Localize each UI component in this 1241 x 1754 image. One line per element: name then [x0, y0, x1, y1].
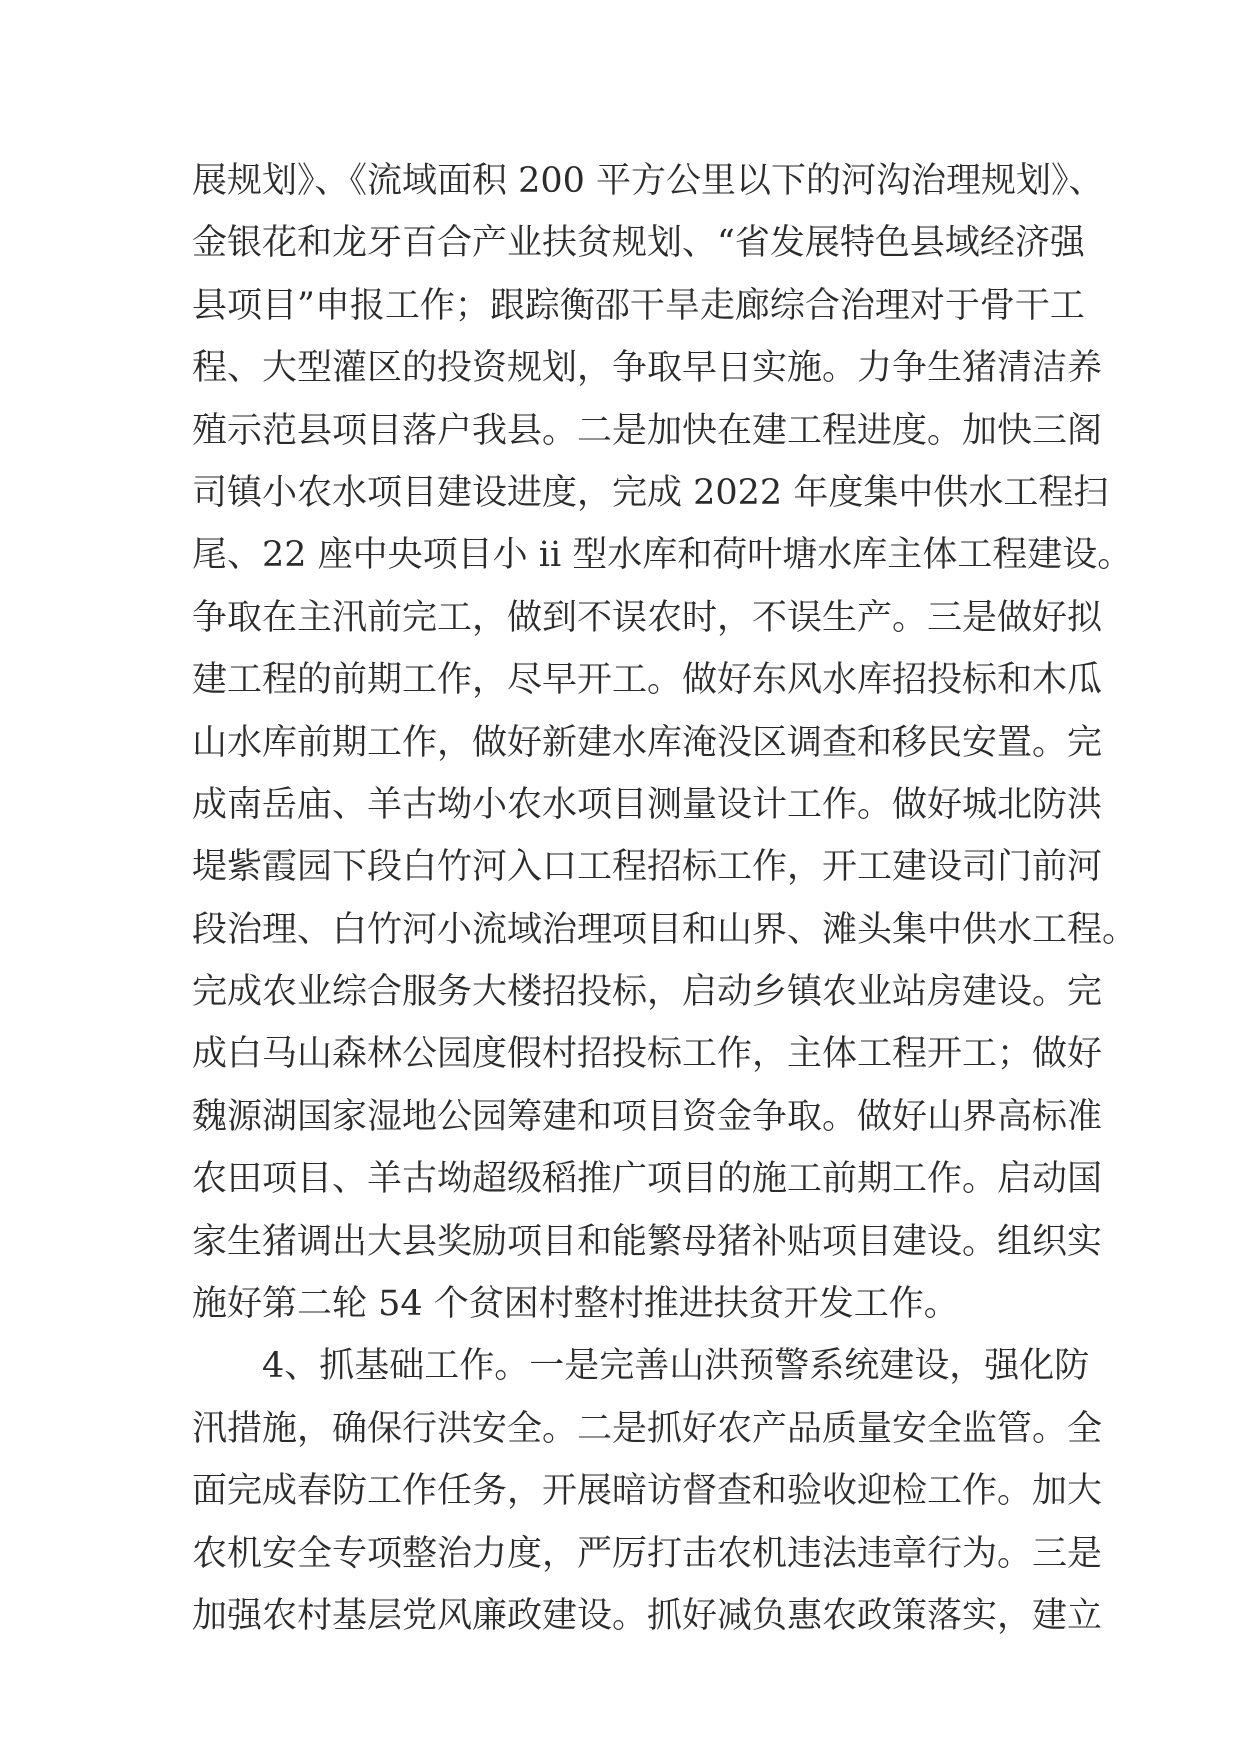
- text-line: 家生猪调出大县奖励项目和能繁母猪补贴项目建设。组织实: [192, 1221, 1103, 1262]
- text-line: 农机安全专项整治力度，严厉打击农机违法违章行为。三是: [192, 1533, 1103, 1574]
- text-line: 尾、22 座中央项目小 ii 型水库和荷叶塘水库主体工程建设。: [192, 535, 1133, 576]
- text-line: 4、抓基础工作。一是完善山洪预警系统建设，强化防: [192, 1346, 1090, 1387]
- text-line: 施好第二轮 54 个贫困村整村推进扶贫开发工作。: [192, 1284, 959, 1325]
- text-line: 汛措施，确保行洪安全。二是抓好农产品质量安全监管。全: [192, 1408, 1103, 1449]
- text-line: 殖示范县项目落户我县。二是加快在建工程进度。加快三阁: [192, 410, 1103, 451]
- text-line: 堤紫霞园下段白竹河入口工程招标工作，开工建设司门前河: [192, 847, 1103, 888]
- text-line: 段治理、白竹河小流域治理项目和山界、滩头集中供水工程。: [192, 909, 1138, 950]
- text-line: 成南岳庙、羊古坳小农水项目测量设计工作。做好城北防洪: [192, 784, 1103, 825]
- text-line: 程、大型灌区的投资规划，争取早日实施。力争生猪清洁养: [192, 348, 1103, 389]
- text-line: 山水库前期工作，做好新建水库淹没区调查和移民安置。完: [192, 722, 1103, 763]
- text-line: 成白马山森林公园度假村招投标工作，主体工程开工；做好: [192, 1034, 1103, 1075]
- text-line: 金银花和龙牙百合产业扶贫规划、“省发展特色县域经济强: [192, 223, 1085, 264]
- text-line: 司镇小农水项目建设进度，完成 2022 年度集中供水工程扫: [192, 472, 1109, 513]
- text-line: 农田项目、羊古坳超级稻推广项目的施工前期工作。启动国: [192, 1159, 1103, 1200]
- text-line: 建工程的前期工作，尽早开工。做好东风水库招投标和木瓜: [192, 660, 1103, 701]
- text-line: 完成农业综合服务大楼招投标，启动乡镇农业站房建设。完: [192, 972, 1103, 1013]
- text-line: 县项目”申报工作；跟踪衡邵干旱走廊综合治理对于骨干工: [192, 285, 1085, 326]
- body-text: [192, 150, 1138, 1647]
- text-line: 面完成春防工作任务，开展暗访督查和验收迎检工作。加大: [192, 1471, 1103, 1512]
- text-line: 加强农村基层党风廉政建设。抓好减负惠农政策落实，建立: [192, 1595, 1103, 1636]
- text-line: 魏源湖国家湿地公园筹建和项目资金争取。做好山界高标准: [192, 1096, 1103, 1137]
- text-line: 展规划》、《流域面积 200 平方公里以下的河沟治理规划》、: [192, 161, 1104, 201]
- text-line: 争取在主汛前完工，做到不误农时，不误生产。三是做好拟: [192, 597, 1103, 638]
